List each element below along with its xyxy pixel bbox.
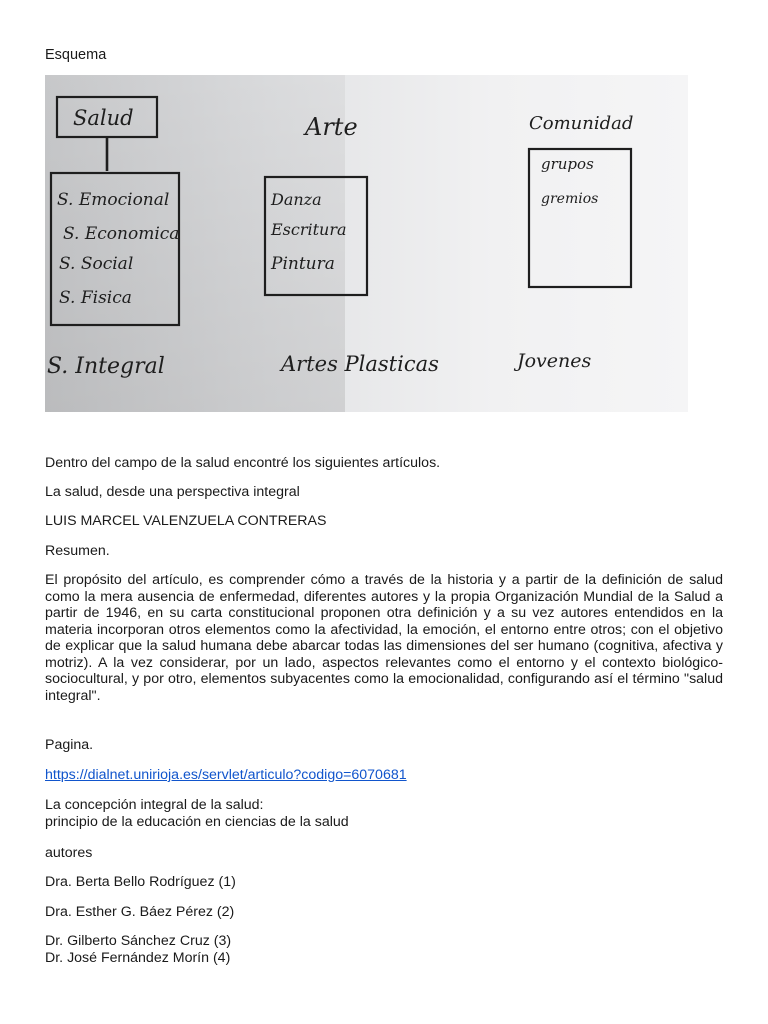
sketch-col1-item: S. Emocional	[57, 190, 170, 210]
sketch-col3-item: gremios	[541, 191, 599, 207]
sketch-col2-item: Escritura	[271, 220, 347, 239]
intro-text: Dentro del campo de la salud encontré los siguientes artículos.	[45, 455, 441, 471]
article1-author: LUIS MARCEL VALENZUELA CONTRERAS	[45, 513, 327, 529]
page-label: Pagina.	[45, 737, 94, 753]
sketch-col2-item: Pintura	[271, 254, 335, 274]
abstract-text: El propósito del artículo, es comprender cómo a través de la historia y a partir de la definición de salud como la mera ausencia de enfermedad, diferentes autores y la propia Organización Mundial de la Salud a partir de 1946, en su carta constitucional proponen otra definición y a su vez autores entendidos en la materia incorporan otros elementos como la afectividad, la emoción, el entorno entre otros; con el objetivo de explicar que la salud humana debe abarcar todas las dimensiones del ser humano (cognitiva, afectiva y motriz). A la vez considerar, por un lado, aspectos relevantes como el entorno y el contexto biológico-sociocultural, y por otro, elementos subyacentes como la emocionalidad, configurando así el término "salud integral".	[45, 572, 723, 704]
link-row	[45, 767, 407, 784]
sketch-col1-title: Salud	[73, 106, 134, 130]
article1-link[interactable]: https://dialnet.unirioja.es/servlet/articulo?codigo=6070681	[45, 767, 407, 783]
sketch-col3-bottom: Jovenes	[517, 350, 592, 372]
author-item: Dra. Esther G. Báez Pérez (2)	[45, 904, 235, 920]
sketch-col1-item: S. Social	[59, 254, 134, 274]
sketch-col2-title: Arte	[305, 113, 358, 141]
author-item: Dr. Gilberto Sánchez Cruz (3)	[45, 933, 232, 949]
sketch-col3-item: grupos	[541, 155, 594, 173]
handwritten-sketch-photo	[45, 75, 688, 412]
sketch-col1-item: S. Economica	[63, 224, 180, 244]
sketch-col1-item: S. Fisica	[59, 288, 132, 308]
abstract-label: Resumen.	[45, 543, 110, 559]
article2-title-line2: principio de la educación en ciencias de la salud	[45, 814, 349, 830]
sketch-col3-title: Comunidad	[529, 113, 634, 134]
author-item: Dra. Berta Bello Rodríguez (1)	[45, 874, 236, 890]
sketch-col2-bottom: Artes Plasticas	[281, 352, 439, 376]
sketch-col1-bottom: S. Integral	[47, 354, 165, 379]
authors-label: autores	[45, 845, 93, 861]
sketch-col2-item: Danza	[271, 190, 322, 209]
section-heading: Esquema	[45, 47, 107, 63]
article1-title: La salud, desde una perspectiva integral	[45, 484, 300, 500]
article2-title-line1: La concepción integral de la salud:	[45, 797, 264, 813]
author-item: Dr. José Fernández Morín (4)	[45, 950, 231, 966]
